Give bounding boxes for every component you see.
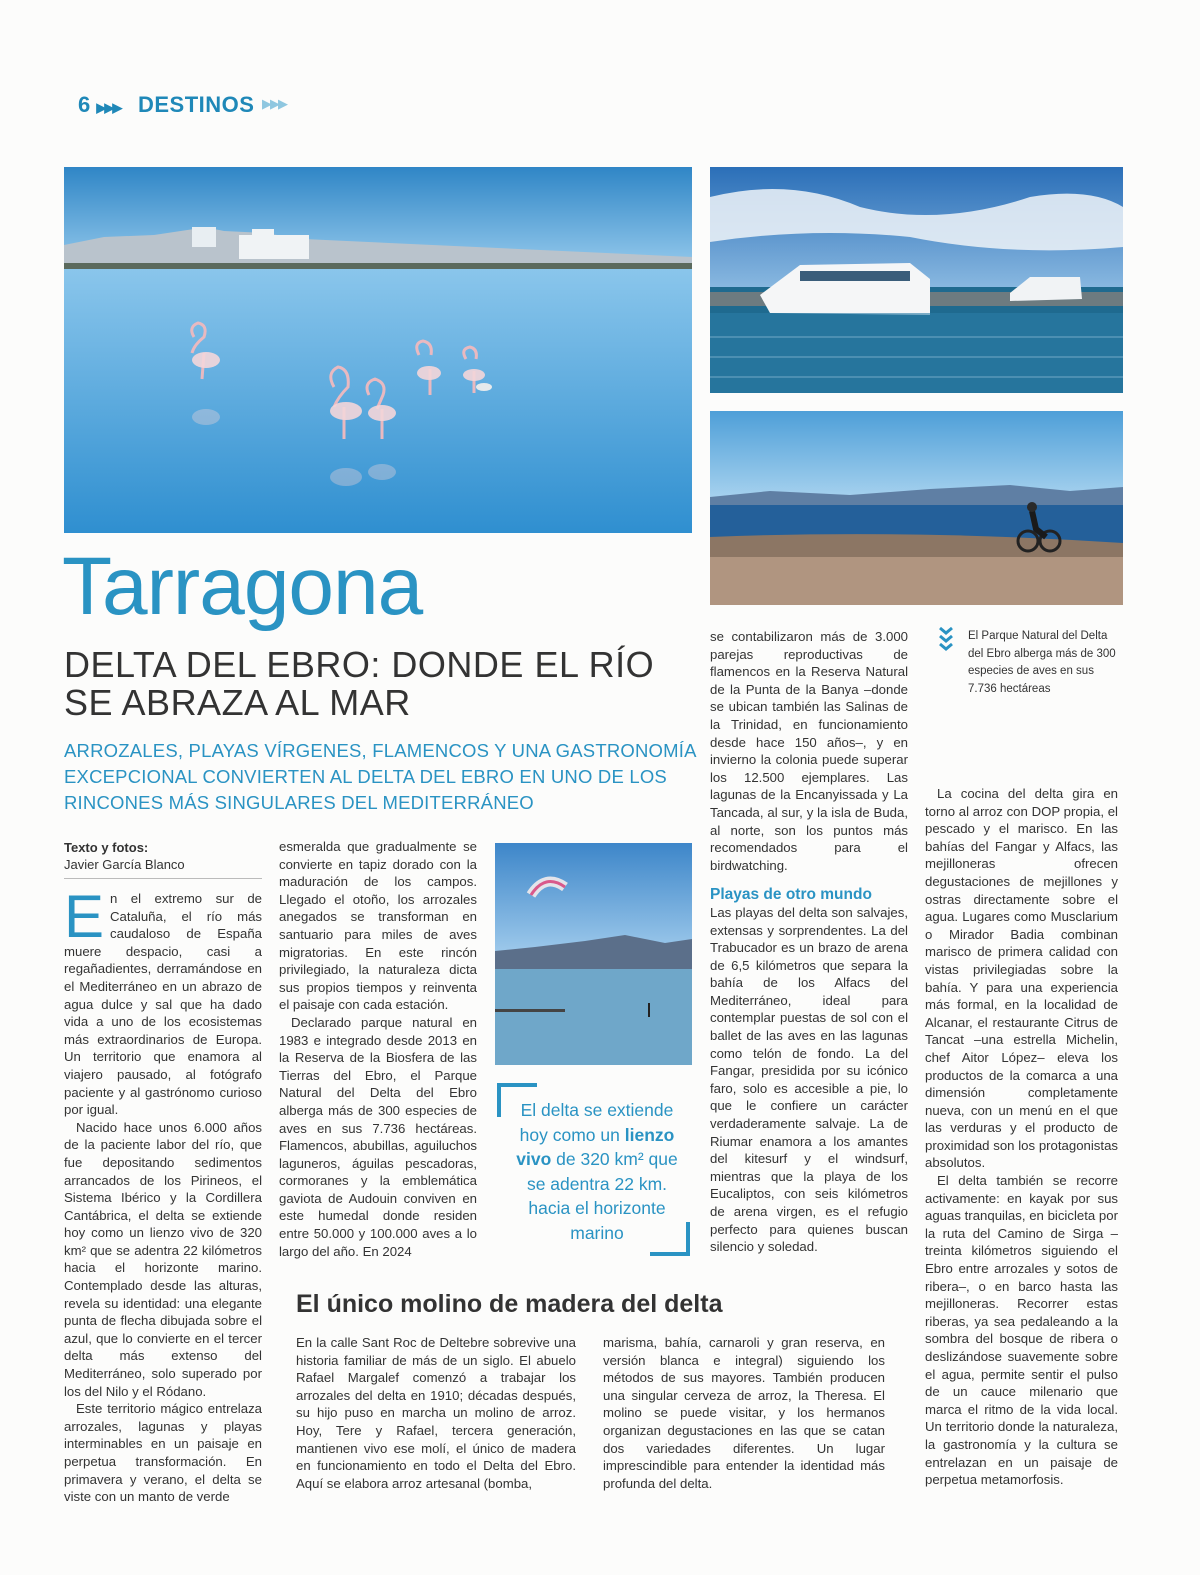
credit-label: Texto y fotos: — [64, 840, 149, 855]
page-number: 6 ▶▶▶ — [78, 92, 121, 117]
chevron-right-icon: ▶▶▶ — [96, 100, 121, 115]
paragraph: Nacido hace unos 6.000 años de la paciente labor del río, que fue depositando sedimentos arrancados de los Pirineos, el Sistema Ibérico y la Cordillera Cantábrica, el delta se extiende hoy como un lienzo vivo de 320 km² que se adentra 22 kilómetros hacia el horizonte marino. Contemplado desde las alturas, revela su identidad: una elegante punta de flecha dibujada sobre el azul, que lo convierte en el tercer delta más extenso del Mediterráneo, solo superado por los del Nilo y el Ródano. — [64, 1119, 262, 1399]
body-column-2 — [279, 838, 477, 1260]
flamingos-lagoon-photo — [64, 167, 692, 533]
cyclist-beach-photo — [710, 411, 1123, 605]
box-title: El único molino de madera del delta — [296, 1290, 723, 1318]
box-column-1 — [296, 1334, 576, 1492]
boats-harbor-photo — [710, 167, 1123, 393]
credit-name: Javier García Blanco — [64, 857, 185, 872]
body-column-4 — [925, 785, 1118, 1489]
page-title: Tarragona — [62, 541, 423, 632]
paragraph: Este territorio mágico entrelaza arrozales, lagunas y playas interminables en un paisaje en perpetua transformación. En primavera y verano, el delta se viste con un manto de verde — [64, 1401, 262, 1505]
quote-bracket — [497, 1083, 537, 1087]
section-label: DESTINOS — [138, 92, 255, 117]
photo-caption: El Parque Natural del Delta del Ebro alberga más de 300 especies de aves en sus 7.736 hectáreas — [968, 630, 1116, 695]
article-subtitle: DELTA DEL EBRO: DONDE EL RÍO SE ABRAZA AL MAR — [64, 644, 655, 723]
chevron-down-icon — [938, 626, 954, 657]
chevron-right-icon: ▶▶▶ — [262, 96, 286, 111]
box-column-2 — [603, 1334, 885, 1492]
pull-quote: El delta se extiende hoy como un lienzo vivo de 320 km² que se adentra 22 km. hacia el horizonte marino — [516, 1100, 678, 1243]
body-column-1 — [64, 883, 262, 1506]
paragraph: Las playas del delta son salvajes, extensas y sorprendentes. La del Trabucador es un brazo de arena de 6,5 kilómetros que separa la bahía de los Alfacs del Mediterráneo, ideal para contemplar puestas de sol con el ballet de las aves en las lagunas como telón de fondo. La del Fangar, presidida por su icónico faro, solo es accesible a pie, lo que le confiere un carácter verdaderamente salvaje. La de Riumar enamora a los amantes del kitesurf y el windsurf, mientras que la playa de los Eucaliptos, con seis kilómetros de arena virgen, es el refugio perfecto para quienes buscan silencio y soledad. — [710, 904, 908, 1255]
paragraph: n el extremo sur de Cataluña, el río más caudaloso de España muere despacio, casi a regañadientes, derramándose en el Mediterráneo en un abrazo de agua dulce y sal que ha dado vida a uno de los ecosistemas más extraordinarios de Europa. Un territorio que enamora al viajero pausado, al fotógrafo paciente y al gastrónomo curioso por igual. — [64, 891, 262, 1118]
section-subhead: Playas de otro mundo — [710, 886, 872, 904]
drop-cap: E — [64, 883, 105, 950]
divider — [64, 878, 262, 879]
paragraph: Declarado parque natural en 1983 e integrado desde 2013 en la Reserva de la Biosfera de las Tierras del Ebro, el Parque Natural del Delta del Ebro alberga más de 300 especies de aves en sus 7.736 hectáreas. Flamencos, abubillas, aguiluchos laguneros, águilas pescadoras, cormoranes y la emblemática gaviota de Audouin conviven en este humedal donde residen entre 50.000 y 100.000 aves a lo largo del año. En 2024 — [279, 1014, 477, 1259]
paragraph: se contabilizaron más de 3.000 parejas reproductivas de flamencos en la Reserva Natural de la Punta de la Banya –donde se ubican también las Salinas de la Trinidad, en funcionamiento desde hace 150 años–, y en invierno la colonia puede superar los 12.500 ejemplares. Las lagunas de la Encanyissada y La Tancada, al sur, y la isla de Buda, al norte, son los puntos más recomendados para el birdwatching. — [710, 629, 908, 873]
paragraph: El delta también se recorre activamente: en kayak por sus aguas tranquilas, en bicicleta por la ruta del Camino de Sirga –treinta kilómetros siguiendo el Ebro entre arrozales y sotos de ribera–, o en barco hasta las mejilloneras. Recorrer estas riberas, ya sea pedaleando a la sombra del bosque de ribera o deslizándose suavemente sobre el agua, permite sentir el pulso de un cauce milenario que marca el ritmo de la vida local. Un territorio donde la naturaleza, la gastronomía y la cultura se entrelazan en un paisaje de perpetua metamorfosis. — [925, 1173, 1118, 1488]
paragraph: En la calle Sant Roc de Deltebre sobrevive una historia familiar de más de un siglo. El abuelo Rafael Margalef comenzó a trabajar los arrozales del delta en 1910; décadas después, su hijo puso en marcha un molino de arroz. Hoy, Tere y Rafael, tercera generación, mantienen vivo ese molí, el único de madera en funcionamiento en todo el Delta del Ebro. Aquí se elabora arroz artesanal (bomba, — [296, 1335, 576, 1491]
quote-bracket — [686, 1222, 690, 1256]
body-column-3 — [710, 628, 908, 1256]
kitesurf-bay-photo — [495, 843, 692, 1065]
quote-bracket — [650, 1252, 690, 1256]
paragraph: La cocina del delta gira en torno al arroz con DOP propia, el pescado y el marisco. En las bahías del Fangar y Alfacs, las mejilloneras ofrecen degustaciones de mejillones y ostras directamente sobre el agua. Lugares como Musclarium o Mirador Badia combinan marisco de primera calidad con vistas privilegiadas sobre la bahía. Y para una experiencia más formal, en la localidad de Alcanar, el restaurante Citrus de Tancat –una estrella Michelin, chef Aitor López– eleva los productos de la comarca a una dimensión completamente nueva, con un menú en el que las verduras y el producto de proximidad son los protagonistas absolutos. — [925, 786, 1118, 1171]
quote-bracket — [497, 1083, 501, 1117]
article-lede: ARROZALES, PLAYAS VÍRGENES, FLAMENCOS Y UNA GASTRONOMÍA EXCEPCIONAL CONVIERTEN AL DELTA DEL EBRO EN UNO DE LOS RINCONES MÁS SINGULARES DEL MEDITERRÁNEO — [64, 740, 696, 813]
paragraph: marisma, bahía, carnaroli y gran reserva, en versión blanca e integral) siguiendo los métodos de sus mayores. También producen una singular cerveza de arroz, la Theresa. El molino se puede visitar, y los hermanos organizan degustaciones en las que se catan dos variedades diferentes. Un lugar imprescindible para entender la identidad más profunda del delta. — [603, 1335, 885, 1491]
paragraph: esmeralda que gradualmente se convierte en tapiz dorado con la maduración de los campos. Llegado el otoño, los arrozales anegados se transforman en santuario para miles de aves migratorias. En este rincón privilegiado, la naturaleza dicta sus propios tiempos y reinventa el paisaje con cada estación. — [279, 839, 477, 1013]
